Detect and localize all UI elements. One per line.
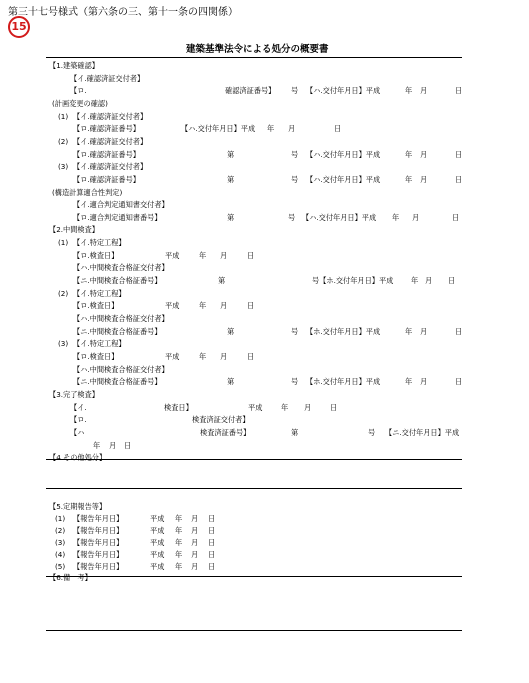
rows2-1-cell-4: 月 — [191, 513, 199, 523]
rows-7-cell-1: 第 — [227, 149, 235, 159]
rows-19-cell-1: 平成 — [165, 301, 180, 311]
form-number: 第三十七号様式（第六条の三、第十一条の四関係） — [8, 7, 238, 18]
rows-8-cell-1: 【イ.確認済証交付者】 — [73, 162, 148, 172]
rows2-1-cell-0: (1) — [55, 513, 66, 523]
rows2-4-cell-2: 平成 — [150, 549, 165, 559]
rows2-2-cell-2: 平成 — [150, 525, 165, 535]
rows-21-cell-1: 第 — [227, 326, 235, 336]
rows-2-cell-6: 日 — [455, 86, 463, 96]
rows2-3-cell-5: 日 — [208, 537, 216, 547]
rows-7-cell-4: 年 — [405, 149, 413, 159]
rows-25-cell-6: 日 — [455, 377, 463, 387]
rows-21-cell-0: 【ニ.中間検査合格証番号】 — [73, 326, 162, 336]
rows-1-cell-0: 【イ.確認済証交付者】 — [70, 73, 145, 83]
rows-9-cell-1: 第 — [227, 174, 235, 184]
rows-18-cell-0: (2) — [58, 288, 69, 298]
rows-15-cell-2: 年 — [199, 250, 207, 260]
rows-8-cell-0: (3) — [58, 162, 69, 172]
rows-7-cell-3: 【ハ.交付年月日】平成 — [306, 149, 381, 159]
rows2-2-cell-4: 月 — [191, 525, 199, 535]
rows-7-cell-6: 日 — [455, 149, 463, 159]
rows-18-cell-1: 【イ.特定工程】 — [73, 288, 126, 298]
rows-15-cell-3: 月 — [220, 250, 228, 260]
rows2-5-cell-4: 月 — [191, 561, 199, 571]
rows-29-cell-0: 【ハ — [70, 427, 85, 437]
rows-17-cell-0: 【ニ.中間検査合格証番号】 — [73, 276, 162, 286]
rows-5-cell-4: 日 — [334, 124, 342, 134]
rows-11-cell-0: 【イ.適合判定通知書交付者】 — [73, 200, 169, 210]
rows-30-cell-0: 年 — [93, 440, 101, 450]
rows-6-cell-1: 【イ.確認済証交付者】 — [73, 136, 148, 146]
rows-25-cell-4: 年 — [405, 377, 413, 387]
rows-12-cell-4: 年 — [392, 212, 400, 222]
rows-21-cell-3: 【ホ.交付年月日】平成 — [306, 326, 381, 336]
rows2-4-cell-5: 日 — [208, 549, 216, 559]
rows-16-cell-0: 【ハ.中間検査合格証交付者】 — [73, 263, 169, 273]
rows-23-cell-3: 月 — [220, 351, 228, 361]
rule-before-section5 — [46, 459, 462, 460]
rows-27-cell-3: 年 — [281, 402, 289, 412]
rows2-2-cell-1: 【報告年月日】 — [73, 525, 124, 535]
rows-27-cell-4: 月 — [304, 402, 312, 412]
rows-21-cell-6: 日 — [455, 326, 463, 336]
rows-6-cell-0: (2) — [58, 136, 69, 146]
rows-2-cell-5: 月 — [420, 86, 428, 96]
rows-15-cell-1: 平成 — [165, 250, 180, 260]
rows2-2-cell-5: 日 — [208, 525, 216, 535]
rule-bottom — [46, 630, 462, 631]
rows-12-cell-5: 月 — [412, 212, 420, 222]
rows-5-cell-2: 年 — [267, 124, 275, 134]
rows-5-cell-0: 【ロ.確認済証番号】 — [73, 124, 140, 134]
rows-0-cell-0: 【1.建築確認】 — [49, 61, 99, 70]
rows-25-cell-3: 【ホ.交付年月日】平成 — [306, 377, 381, 387]
rows-28-cell-1: 検査済証交付者】 — [192, 415, 250, 425]
rows-19-cell-2: 年 — [199, 301, 207, 311]
rows2-1-cell-1: 【報告年月日】 — [73, 513, 124, 523]
rows2-3-cell-0: (3) — [55, 537, 66, 547]
rows-9-cell-5: 月 — [420, 174, 428, 184]
rows-5-cell-3: 月 — [288, 124, 296, 134]
rows-7-cell-2: 号 — [291, 149, 299, 159]
rows2-0-cell-0: 【5.定期報告等】 — [49, 502, 107, 511]
rows-21-cell-5: 月 — [420, 326, 428, 336]
rows-19-cell-3: 月 — [220, 301, 228, 311]
rows-22-cell-1: 【イ.特定工程】 — [73, 339, 126, 349]
rows-17-cell-4: 月 — [425, 276, 433, 286]
rows-23-cell-0: 【ロ.検査日】 — [73, 351, 119, 361]
rows2-4-cell-1: 【報告年月日】 — [73, 549, 124, 559]
rows2-5-cell-0: (5) — [55, 561, 66, 571]
rows-17-cell-1: 第 — [218, 276, 226, 286]
rows-25-cell-0: 【ニ.中間検査合格証番号】 — [73, 377, 162, 387]
rows-23-cell-1: 平成 — [165, 351, 180, 361]
rows2-5-cell-3: 年 — [175, 561, 183, 571]
rows-27-cell-1: 検査日】 — [164, 402, 193, 412]
rows2-3-cell-1: 【報告年月日】 — [73, 537, 124, 547]
rows-5-cell-1: 【ハ.交付年月日】平成 — [181, 124, 256, 134]
rows-9-cell-4: 年 — [405, 174, 413, 184]
rows2-1-cell-5: 日 — [208, 513, 216, 523]
rows-26-cell-0: 【3.完了検査】 — [49, 389, 99, 399]
rows-12-cell-6: 日 — [452, 212, 460, 222]
rows2-3-cell-4: 月 — [191, 537, 199, 547]
rows-29-cell-1: 検査済証番号】 — [200, 427, 251, 437]
rows2-3-cell-2: 平成 — [150, 537, 165, 547]
rows-12-cell-3: 【ハ.交付年月日】平成 — [302, 212, 377, 222]
rows-4-cell-1: 【イ.確認済証交付者】 — [73, 111, 148, 121]
rows-27-cell-0: 【イ. — [70, 402, 87, 412]
rows-19-cell-4: 日 — [247, 301, 255, 311]
rows-27-cell-5: 日 — [330, 402, 338, 412]
rows-2-cell-1: 確認済証番号】 — [225, 86, 276, 96]
rows2-5-cell-5: 日 — [208, 561, 216, 571]
document-title: 建築基準法令による処分の概要書 — [186, 44, 329, 55]
rows-29-cell-3: 号 — [368, 427, 376, 437]
rows-9-cell-6: 日 — [455, 174, 463, 184]
rows-3-cell-0: (計画変更の確認) — [52, 98, 108, 108]
rows2-1-cell-2: 平成 — [150, 513, 165, 523]
rows2-4-cell-0: (4) — [55, 549, 66, 559]
rows-23-cell-2: 年 — [199, 351, 207, 361]
rows2-6-cell-0: 【6.備 考】 — [49, 573, 92, 583]
rows-25-cell-5: 月 — [420, 377, 428, 387]
rows-25-cell-2: 号 — [291, 377, 299, 387]
rows-17-cell-3: 年 — [411, 276, 419, 286]
rows-20-cell-0: 【ハ.中間検査合格証交付者】 — [73, 314, 169, 323]
rows-2-cell-3: 【ハ.交付年月日】平成 — [306, 86, 381, 96]
rows-2-cell-4: 年 — [405, 86, 413, 96]
rule-top — [46, 57, 462, 58]
rows-25-cell-1: 第 — [227, 377, 235, 387]
rows-27-cell-2: 平成 — [248, 402, 263, 412]
rows-29-cell-4: 【ニ.交付年月日】平成 — [385, 427, 460, 437]
rows-12-cell-1: 第 — [227, 212, 235, 222]
rows-17-cell-2: 号【ホ.交付年月日】平成 — [312, 276, 394, 286]
rows2-4-cell-4: 月 — [191, 549, 199, 559]
rows2-3-cell-3: 年 — [175, 537, 183, 547]
rows2-4-cell-3: 年 — [175, 549, 183, 559]
rows-23-cell-4: 日 — [247, 351, 255, 361]
rows-19-cell-0: 【ロ.検査日】 — [73, 301, 119, 311]
rows-9-cell-0: 【ロ.確認済証番号】 — [73, 174, 140, 184]
rows-13-cell-0: 【2.中間検査】 — [49, 225, 99, 235]
rows-17-cell-5: 日 — [448, 276, 456, 286]
rows2-5-cell-1: 【報告年月日】 — [73, 561, 124, 571]
rows2-2-cell-0: (2) — [55, 525, 66, 535]
rows-9-cell-2: 号 — [291, 174, 299, 184]
rows-29-cell-2: 第 — [291, 427, 299, 437]
rows-30-cell-2: 日 — [124, 440, 132, 450]
rows2-1-cell-3: 年 — [175, 513, 183, 523]
rows-14-cell-0: (1) — [58, 238, 69, 248]
rows-31-cell-0: 【4.その他処分】 — [49, 453, 107, 463]
rows2-5-cell-2: 平成 — [150, 561, 165, 571]
rows-2-cell-2: 号 — [291, 86, 299, 96]
rows-28-cell-0: 【ロ. — [70, 415, 87, 425]
rows-2-cell-0: 【ロ. — [70, 86, 87, 96]
rows-22-cell-0: (3) — [58, 339, 69, 349]
rows-14-cell-1: 【イ.特定工程】 — [73, 238, 126, 248]
rows-12-cell-0: 【ロ.適合判定通知書番号】 — [73, 212, 162, 222]
rows-21-cell-4: 年 — [405, 326, 413, 336]
rows-4-cell-0: (1) — [58, 111, 69, 121]
page-number-badge: 15 — [8, 16, 30, 38]
rows2-2-cell-3: 年 — [175, 525, 183, 535]
rows-24-cell-0: 【ハ.中間検査合格証交付者】 — [73, 364, 169, 374]
rows-10-cell-0: (構造計算適合性判定) — [52, 187, 123, 197]
rows-15-cell-0: 【ロ.検査日】 — [73, 250, 119, 260]
rows-7-cell-0: 【ロ.確認済証番号】 — [73, 149, 140, 159]
rows-9-cell-3: 【ハ.交付年月日】平成 — [306, 174, 381, 184]
rows-15-cell-4: 日 — [247, 250, 255, 260]
rows-7-cell-5: 月 — [420, 149, 428, 159]
rule-before-remarks — [46, 576, 462, 577]
rule-section5-top — [46, 488, 462, 489]
rows-21-cell-2: 号 — [291, 326, 299, 336]
rows-12-cell-2: 号 — [288, 212, 296, 222]
rows-30-cell-1: 月 — [109, 440, 117, 450]
